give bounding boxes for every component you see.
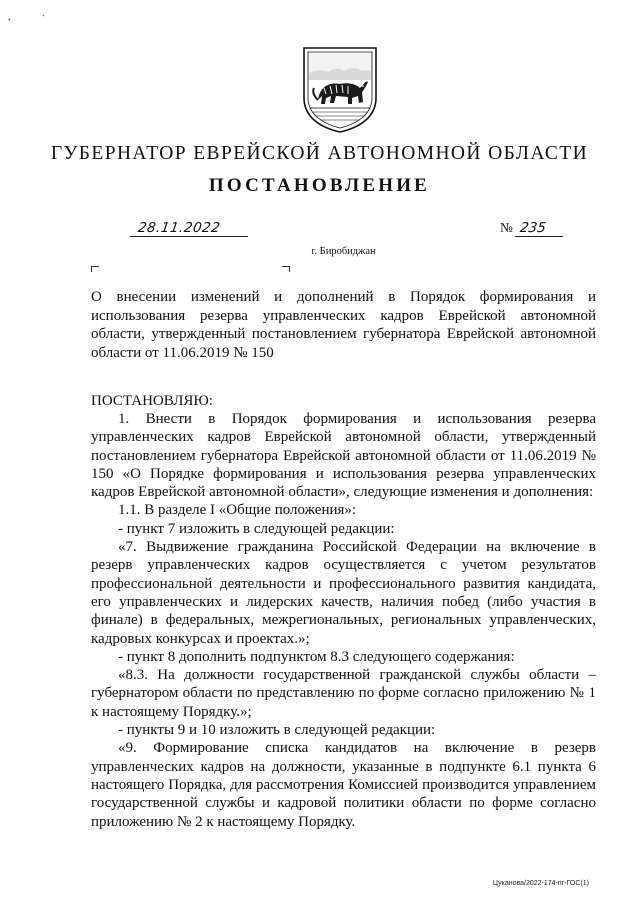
footer-code: Цуканова/2022-174-пг-ГОС(1)	[492, 880, 589, 887]
paragraph: 1. Внести в Порядок формирования и использования резерва управленческих кадров Еврейской автономной области, утвержденный постановлением губернатора Еврейской автономной области от 11.06.2019 № 150 «О Порядке формирования и использования резерва управленческих кадров Еврейской автономной области», следующие изменения и дополнения:	[91, 411, 596, 501]
number-field	[515, 219, 563, 237]
number-sign: №	[500, 220, 513, 235]
paragraph: - пункт 7 изложить в следующей редакции:	[118, 520, 395, 537]
handwritten-date: 28.11.2022	[136, 220, 222, 236]
document-body	[91, 410, 596, 831]
handwritten-number: 235	[518, 220, 547, 236]
title-bracket-right	[282, 266, 290, 272]
paragraph: - пункт 8 дополнить подпунктом 8.3 следующего содержания:	[118, 648, 515, 665]
paragraph: «7. Выдвижение гражданина Российской Федерации на включение в резерв управленческих кадров осуществляется с учетом результатов профессиональной деятельности и профессионального развития кандидата, его управленческих и лидерских качеств, наличия побед (либо участия в финале) в федеральных, межрегиональных, региональных управленческих, кадровых конкурсах и проектах.»;	[91, 539, 596, 647]
title-bracket-left	[91, 266, 99, 272]
document-type: ПОСТАНОВЛЕНИЕ	[208, 175, 431, 196]
paragraph: «8.3. На должности государственной гражданской службы области – губернатором области по представлению по форме согласно приложению № 1 к настоящему Порядку.»;	[91, 667, 596, 720]
document-title: О внесении изменений и дополнений в Порядок формирования и использования резерва управленческих кадров Еврейской автономной области, утвержденный постановлением губернатора Еврейской автономной области от 11.06.2019 № 150	[91, 289, 596, 361]
issuing-authority: ГУБЕРНАТОР ЕВРЕЙСКОЙ АВТОНОМНОЙ ОБЛАСТИ	[50, 143, 589, 164]
city-name: г. Биробиджан	[311, 246, 376, 257]
coat-of-arms-tiger-icon	[300, 46, 380, 134]
paragraph: - пункты 9 и 10 изложить в следующей редакции:	[118, 722, 436, 739]
scan-dot	[42, 14, 45, 17]
decree-word: ПОСТАНОВЛЯЮ:	[91, 393, 213, 409]
scan-dot	[8, 18, 11, 21]
paragraph: 1.1. В разделе I «Общие положения»:	[118, 502, 357, 519]
date-field	[130, 219, 248, 237]
paragraph: «9. Формирование списка кандидатов на включение в резерв управленческих кадров на должности, указанные в подпункте 6.1 пункта 6 настоящего Порядка, для рассмотрения Комиссией производится управлением государственной службы и кадровой политики области по форме согласно приложению № 2 к настоящему Порядку.	[91, 740, 596, 830]
